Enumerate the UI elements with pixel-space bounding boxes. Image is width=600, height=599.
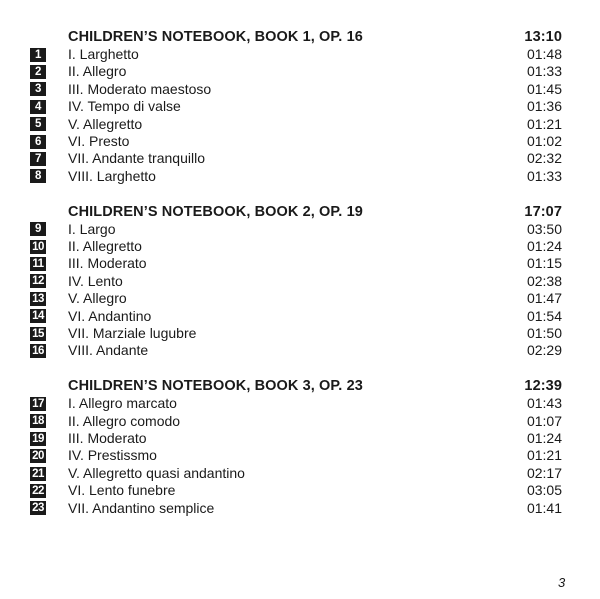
track-title: I. Larghetto (68, 46, 139, 62)
track-title: VI. Lento funebre (68, 482, 176, 499)
track-row (30, 150, 562, 167)
track-title: II. Allegro comodo (68, 412, 181, 429)
track-duration: 01:02 (526, 132, 562, 149)
track-row (30, 482, 562, 499)
track-number-badge: 17 (30, 397, 46, 411)
book-total-duration: 12:39 (524, 378, 562, 395)
track-number-badge: 10 (30, 240, 46, 254)
track-duration: 01:33 (526, 63, 562, 80)
track-title: V. Allegretto (68, 115, 143, 132)
track-row (30, 308, 562, 325)
track-duration: 01:48 (526, 46, 562, 62)
track-number-badge: 8 (30, 169, 46, 183)
track-title: VII. Andante tranquillo (68, 150, 205, 167)
track-number-badge: 22 (30, 484, 46, 498)
book-heading (30, 28, 562, 46)
book-3-section (30, 377, 562, 517)
track-duration: 01:36 (526, 98, 562, 115)
track-duration: 02:17 (526, 464, 562, 481)
track-duration: 01:21 (526, 447, 562, 464)
track-title: VI. Presto (68, 132, 130, 149)
book-heading (30, 377, 562, 395)
track-title: I. Largo (68, 220, 116, 237)
track-title: V. Allegro (68, 290, 127, 307)
track-duration: 01:15 (526, 255, 562, 272)
track-duration: 01:47 (526, 290, 562, 307)
track-duration: 01:50 (526, 324, 562, 341)
track-number-badge: 5 (30, 117, 46, 131)
track-row (30, 238, 562, 255)
track-duration: 03:05 (526, 482, 562, 499)
track-title: II. Allegretto (68, 238, 142, 255)
track-row (30, 290, 562, 307)
track-title: II. Allegro (68, 63, 127, 80)
track-duration: 02:32 (526, 150, 562, 167)
track-title: I. Allegro marcato (68, 395, 177, 412)
track-number-badge: 20 (30, 449, 46, 463)
track-title: IV. Prestissmo (68, 447, 157, 464)
track-row (30, 255, 562, 272)
track-title: VI. Andantino (68, 307, 152, 324)
track-number-badge: 11 (30, 257, 46, 271)
track-row (30, 395, 562, 412)
track-number-badge: 15 (30, 327, 46, 341)
track-title: IV. Tempo di valse (68, 98, 181, 115)
track-number-badge: 9 (30, 222, 46, 236)
track-row (30, 325, 562, 342)
track-title: VII. Marziale lugubre (68, 324, 197, 341)
track-number-badge: 1 (30, 48, 46, 62)
book-total-duration: 13:10 (524, 29, 562, 45)
book-total-duration: 17:07 (524, 203, 562, 220)
book-title: CHILDREN’S NOTEBOOK, BOOK 3, OP. 23 (68, 378, 363, 395)
track-row (30, 81, 562, 98)
track-row (30, 273, 562, 290)
track-duration: 01:24 (526, 238, 562, 255)
track-row (30, 46, 562, 63)
track-title: III. Moderato (68, 430, 147, 447)
track-title: VII. Andantino semplice (68, 499, 215, 516)
track-duration: 01:33 (526, 167, 562, 184)
book-1-section (30, 28, 562, 185)
track-title: IV. Lento (68, 272, 123, 289)
track-row (30, 221, 562, 238)
track-duration: 02:29 (526, 342, 562, 359)
track-number-badge: 19 (30, 432, 46, 446)
track-number-badge: 23 (30, 501, 46, 515)
track-number-badge: 13 (30, 292, 46, 306)
track-row (30, 447, 562, 464)
track-title: III. Moderato maestoso (68, 80, 212, 97)
track-row (30, 133, 562, 150)
track-duration: 01:54 (526, 307, 562, 324)
track-duration: 02:38 (526, 272, 562, 289)
track-duration: 03:50 (526, 220, 562, 237)
page-number: 3 (558, 575, 566, 590)
track-number-badge: 18 (30, 414, 46, 428)
track-row (30, 63, 562, 80)
book-heading (30, 203, 562, 221)
track-row (30, 465, 562, 482)
track-duration: 01:24 (526, 430, 562, 447)
track-row (30, 342, 562, 359)
book-title: CHILDREN’S NOTEBOOK, BOOK 1, OP. 16 (68, 29, 363, 45)
tracklist (30, 28, 562, 534)
track-title: VIII. Larghetto (68, 167, 156, 184)
track-duration: 01:45 (526, 80, 562, 97)
track-title: V. Allegretto quasi andantino (68, 464, 245, 481)
track-number-badge: 6 (30, 135, 46, 149)
track-number-badge: 7 (30, 152, 46, 166)
track-duration: 01:43 (526, 395, 562, 412)
track-duration: 01:07 (526, 412, 562, 429)
track-row (30, 500, 562, 517)
track-title: VIII. Andante (68, 342, 149, 359)
track-row (30, 98, 562, 115)
track-number-badge: 14 (30, 309, 46, 323)
track-number-badge: 21 (30, 467, 46, 481)
track-number-badge: 2 (30, 65, 46, 79)
track-number-badge: 3 (30, 82, 46, 96)
book-title: CHILDREN’S NOTEBOOK, BOOK 2, OP. 19 (68, 203, 363, 220)
track-row (30, 168, 562, 185)
track-duration: 01:41 (526, 499, 562, 516)
track-number-badge: 4 (30, 100, 46, 114)
track-title: III. Moderato (68, 255, 147, 272)
track-duration: 01:21 (526, 115, 562, 132)
track-number-badge: 12 (30, 274, 46, 288)
book-2-section (30, 203, 562, 360)
track-row (30, 430, 562, 447)
track-row (30, 116, 562, 133)
track-number-badge: 16 (30, 344, 46, 358)
track-row (30, 413, 562, 430)
